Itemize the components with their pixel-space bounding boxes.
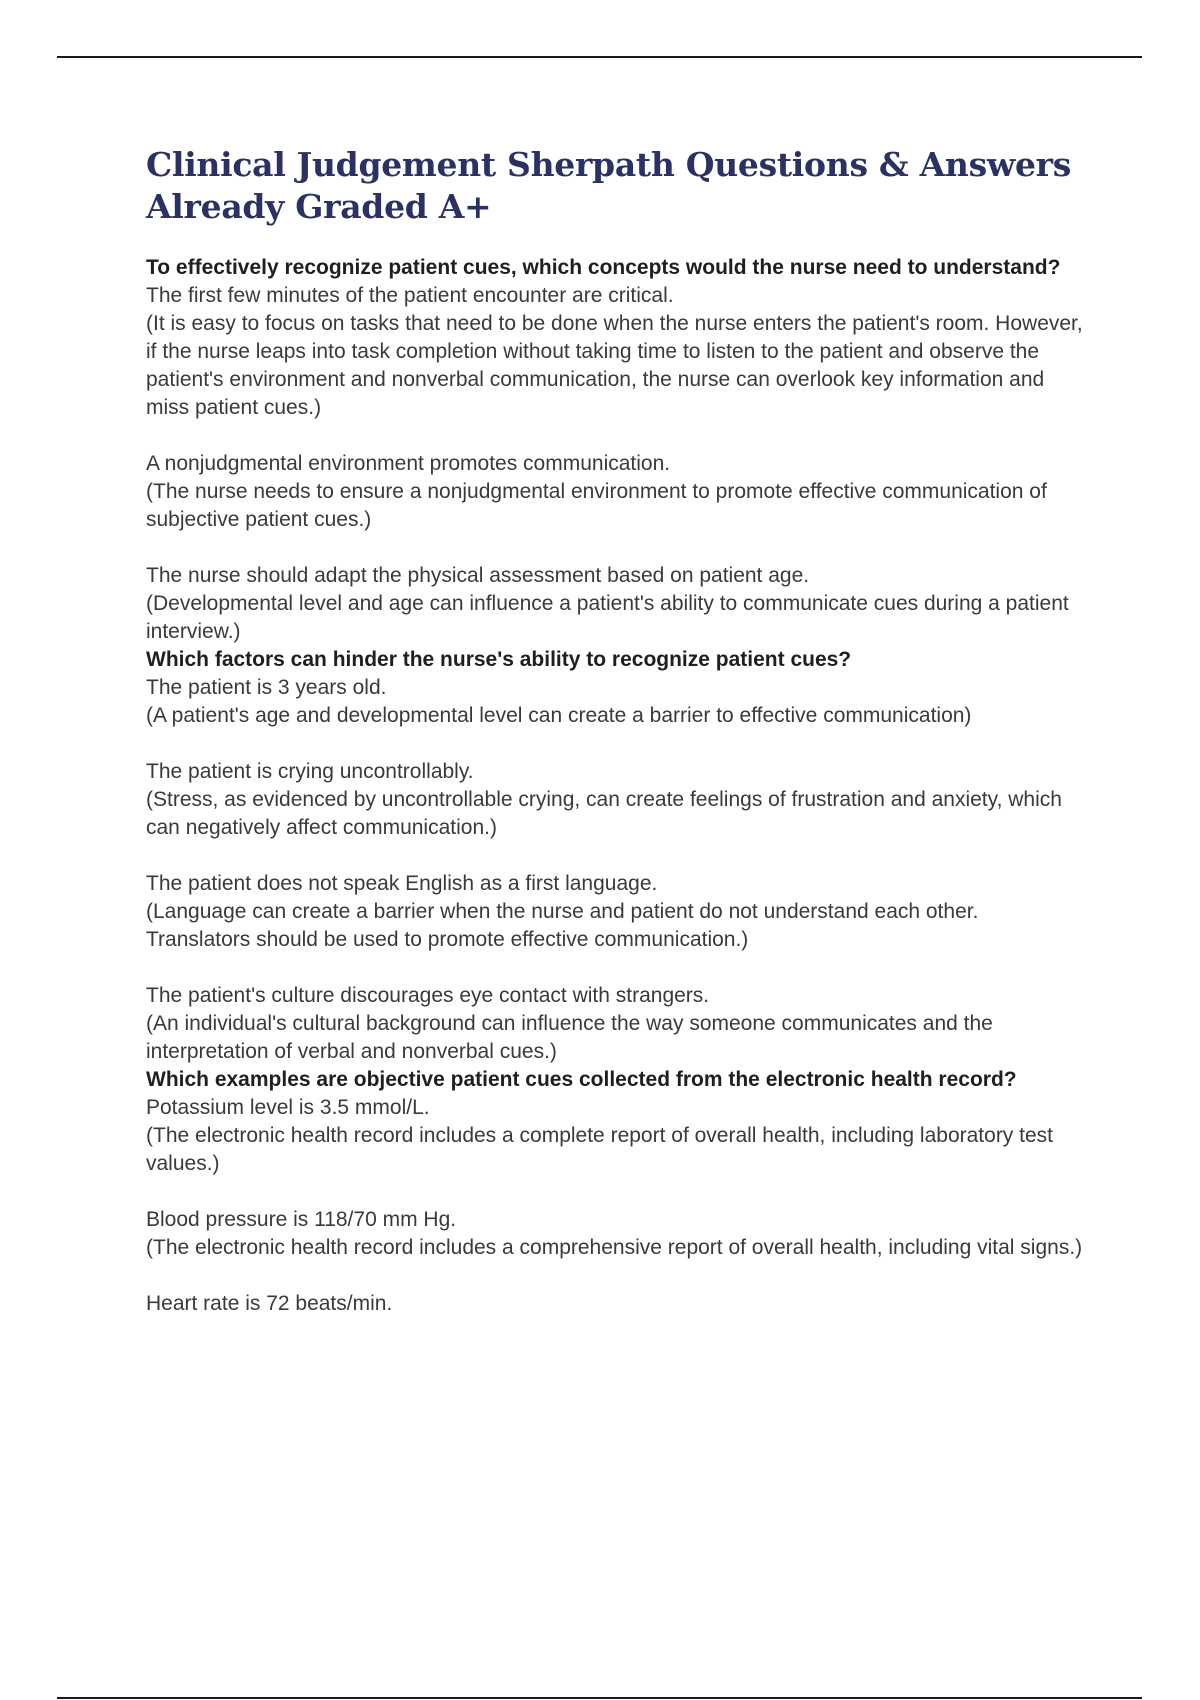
answer-text: The patient does not speak English as a first language. xyxy=(146,872,658,895)
answer-explanation: (Language can create a barrier when the nurse and patient do not understand each other. Translators should be used to promote effective communication.) xyxy=(146,900,979,951)
header-rule xyxy=(57,56,1142,58)
answer-block xyxy=(146,1290,1086,1318)
answer-text: Blood pressure is 118/70 mm Hg. xyxy=(146,1208,457,1231)
question-text: To effectively recognize patient cues, which concepts would the nurse need to understand? xyxy=(146,256,1061,279)
answer-explanation: (Developmental level and age can influence a patient's ability to communicate cues during a patient interview.) xyxy=(146,592,1069,643)
answer-block xyxy=(146,1206,1086,1262)
answer-explanation: (It is easy to focus on tasks that need to be done when the nurse enters the patient's room. However, if the nurse leaps into task completion without taking time to listen to the patient and observe the patient's environment and nonverbal communication, the nurse can overlook key information and miss patient cues.) xyxy=(146,312,1083,419)
qa-section xyxy=(146,646,1086,1066)
answer-explanation: (An individual's cultural background can influence the way someone communicates and the interpretation of verbal and nonverbal cues.) xyxy=(146,1012,993,1063)
document-title: Clinical Judgement Sherpath Questions & Answers Already Graded A+ xyxy=(146,145,1072,226)
answer-text: Potassium level is 3.5 mmol/L. xyxy=(146,1096,430,1119)
qa-section xyxy=(146,1066,1086,1318)
answer-text: The patient's culture discourages eye contact with strangers. xyxy=(146,984,710,1007)
answer-text: The patient is crying uncontrollably. xyxy=(146,760,474,783)
answer-text: The first few minutes of the patient encounter are critical. xyxy=(146,284,674,307)
answer-block xyxy=(146,674,1086,730)
question-text: Which examples are objective patient cues collected from the electronic health record? xyxy=(146,1068,1017,1091)
answer-block xyxy=(146,282,1086,422)
answer-text: The patient is 3 years old. xyxy=(146,676,387,699)
answer-text: A nonjudgmental environment promotes communication. xyxy=(146,452,671,475)
answer-explanation: (Stress, as evidenced by uncontrollable crying, can create feelings of frustration and anxiety, which can negatively affect communication.) xyxy=(146,788,1062,839)
answer-block xyxy=(146,1094,1086,1178)
answer-block xyxy=(146,450,1086,534)
footer-rule xyxy=(57,1697,1142,1699)
answer-explanation: (A patient's age and developmental level can create a barrier to effective communication) xyxy=(146,704,972,727)
question-text: Which factors can hinder the nurse's ability to recognize patient cues? xyxy=(146,648,852,671)
answer-block xyxy=(146,982,1086,1066)
answer-block xyxy=(146,758,1086,842)
answer-block xyxy=(146,870,1086,954)
answer-explanation: (The nurse needs to ensure a nonjudgmental environment to promote effective communication of subjective patient cues.) xyxy=(146,480,1047,531)
answer-text: Heart rate is 72 beats/min. xyxy=(146,1292,393,1315)
answer-block xyxy=(146,562,1086,646)
answer-text: The nurse should adapt the physical assessment based on patient age. xyxy=(146,564,810,587)
document-body xyxy=(146,144,1086,1318)
answer-explanation: (The electronic health record includes a complete report of overall health, including laboratory test values.) xyxy=(146,1124,1053,1175)
qa-section xyxy=(146,254,1086,646)
answer-explanation: (The electronic health record includes a comprehensive report of overall health, including vital signs.) xyxy=(146,1236,1083,1259)
